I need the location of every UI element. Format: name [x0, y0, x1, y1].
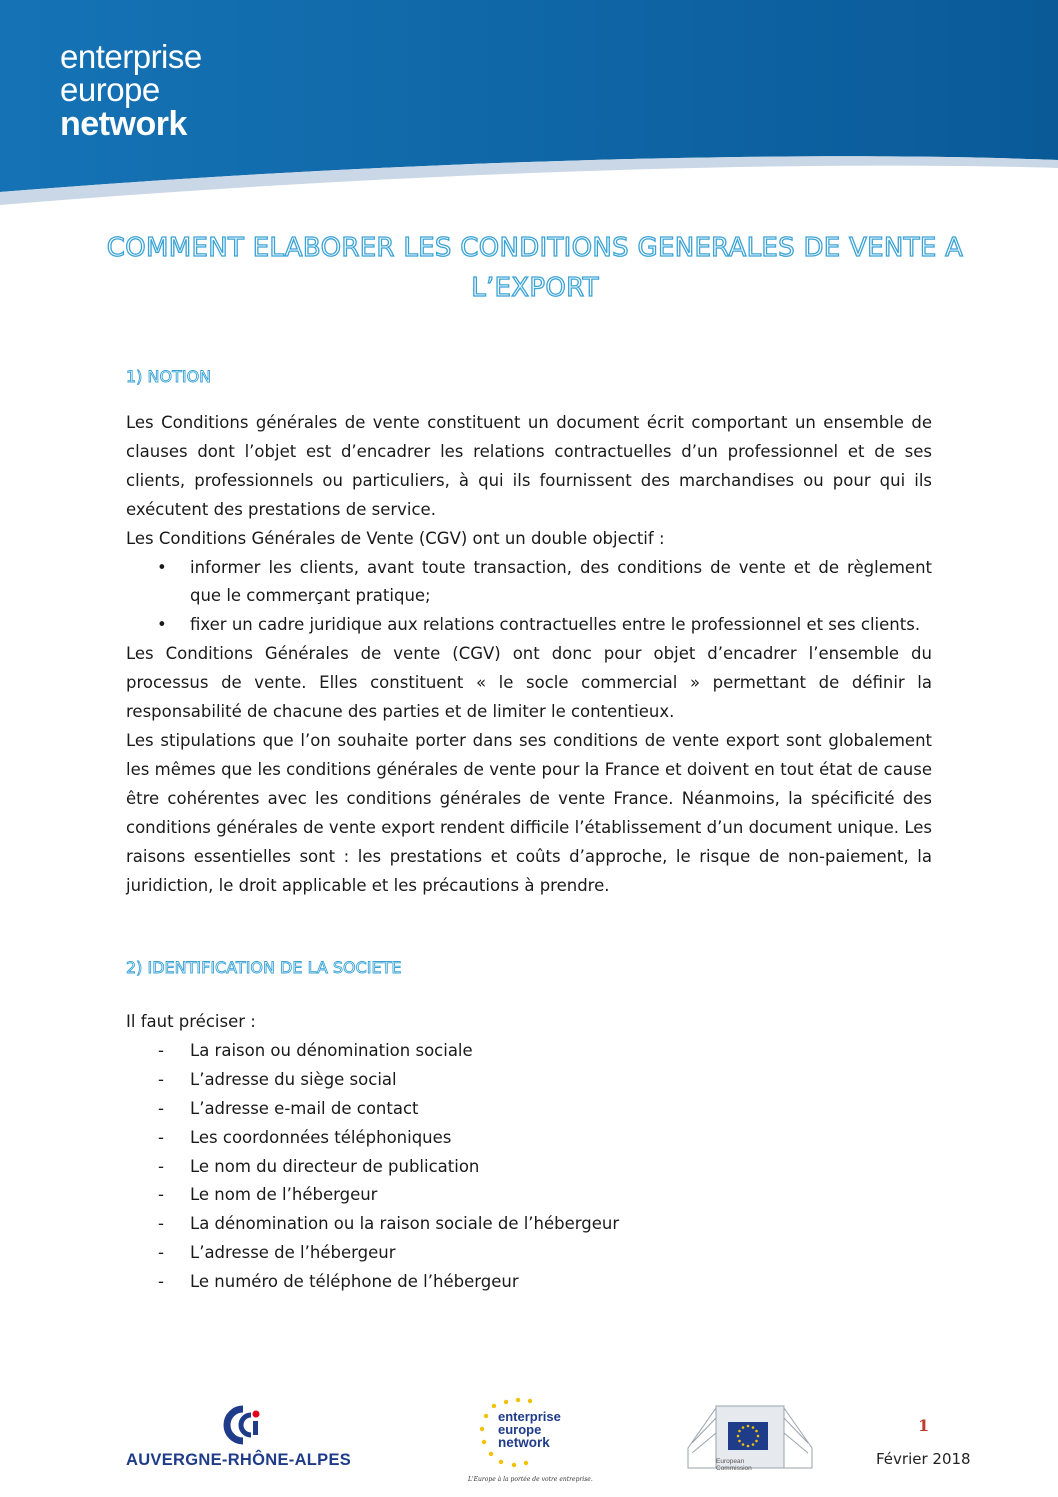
- paragraph: Les stipulations que l’on souhaite porter dans ses conditions de vente export sont globalement les mêmes que les conditions générales de vente pour la France et doivent en tout état de cause être cohérentes avec les conditions générales de vente France. Néanmoins, la spécificité des conditions générales de vente export rendent difficile l’établissement d’un document unique. Les raisons essentielles sont : les prestations et coûts d’approche, le risque de non-paiement, la juridiction, le droit applicable et les précautions à prendre.: [126, 730, 932, 895]
- list-item-text: L’adresse e-mail de contact: [190, 1098, 419, 1118]
- list-item-text: L’adresse de l’hébergeur: [190, 1243, 396, 1263]
- list-item-text: La raison ou dénomination sociale: [190, 1040, 473, 1060]
- ec-label-line-1: European: [716, 1458, 745, 1465]
- section-heading-notion: 1) NOTION: [126, 367, 212, 386]
- list-item-text: Les coordonnées téléphoniques: [190, 1127, 452, 1147]
- list-item: [126, 1153, 932, 1182]
- bullet-list: [126, 554, 932, 641]
- dash-icon: -: [158, 1156, 164, 1176]
- list-item-text: informer les clients, avant toute transaction, des conditions de vente et de règlement que le commerçant pratique;: [190, 557, 932, 606]
- een-footer-logo: [466, 1396, 593, 1488]
- paragraph: Les Conditions Générales de Vente (CGV) ont un double objectif :: [126, 528, 665, 548]
- header-banner: [0, 0, 1058, 205]
- dash-icon: -: [158, 1127, 164, 1147]
- section-identification-body: [126, 1008, 932, 1297]
- een-tagline: L'Europe à la portée de votre entreprise.: [468, 1476, 593, 1483]
- dash-icon: -: [158, 1069, 164, 1089]
- list-item: [126, 1066, 932, 1095]
- list-item: [126, 554, 932, 612]
- logo-line-network: network: [60, 105, 187, 143]
- list-item: [126, 1124, 932, 1153]
- een-word-network: network: [498, 1435, 550, 1450]
- section-notion-body: [126, 409, 932, 900]
- european-commission-label: [716, 1458, 752, 1472]
- list-item: [126, 1037, 932, 1066]
- list-item-text: fixer un cadre juridique aux relations contractuelles entre le professionnel et ses clients.: [190, 615, 921, 635]
- logo-line-europe: europe: [60, 71, 160, 108]
- dash-icon: -: [158, 1243, 164, 1263]
- dash-list: [126, 1037, 932, 1297]
- title-line-2: L’EXPORT: [471, 273, 599, 303]
- page-number: 1: [918, 1416, 930, 1435]
- dash-icon: -: [158, 1098, 164, 1118]
- list-item: [126, 611, 932, 640]
- ec-label-line-2: Commission: [716, 1465, 752, 1472]
- enterprise-europe-network-logo: [60, 40, 202, 142]
- bullet-icon: •: [157, 557, 167, 577]
- title-line-1: COMMENT ELABORER LES CONDITIONS GENERALES DE VENTE A: [106, 233, 964, 263]
- list-item: [126, 1095, 932, 1124]
- bullet-icon: •: [157, 615, 167, 635]
- document-title: [100, 228, 970, 308]
- cci-icon: [221, 1405, 271, 1445]
- list-item: [126, 1210, 932, 1239]
- een-footer-wordmark: [498, 1410, 561, 1450]
- paragraph: Il faut préciser :: [126, 1012, 256, 1031]
- list-item-text: L’adresse du siège social: [190, 1069, 397, 1089]
- een-word-europe: europe: [498, 1422, 542, 1437]
- list-item: [126, 1181, 932, 1210]
- logo-line-enterprise: enterprise: [60, 38, 202, 75]
- dash-icon: -: [158, 1185, 164, 1205]
- list-item: [126, 1268, 932, 1297]
- dash-icon: -: [158, 1214, 164, 1234]
- list-item: [126, 1239, 932, 1268]
- section-heading-identification: 2) IDENTIFICATION DE LA SOCIETE: [126, 958, 402, 977]
- dash-icon: -: [158, 1040, 164, 1060]
- european-commission-logo: [686, 1398, 814, 1484]
- list-item-text: Le numéro de téléphone de l’hébergeur: [190, 1272, 519, 1292]
- cci-label: AUVERGNE-RHÔNE-ALPES: [126, 1451, 352, 1469]
- paragraph: Les Conditions générales de vente constituent un document écrit comportant un ensemble de clauses dont l’objet est d’encadrer les relations contractuelles d’un professionnel et de ses clients, professionnels ou particuliers, à qui ils fournissent des marchandises ou pour qui ils exécutent des prestations de service.: [126, 413, 932, 519]
- dash-icon: -: [158, 1272, 164, 1292]
- document-date: Février 2018: [876, 1450, 971, 1468]
- list-item-text: Le nom du directeur de publication: [190, 1156, 480, 1176]
- list-item-text: Le nom de l’hébergeur: [190, 1185, 378, 1205]
- een-word-enterprise: enterprise: [498, 1409, 561, 1424]
- cci-auvergne-rhone-alpes-logo: [126, 1405, 366, 1475]
- paragraph: Les Conditions Générales de vente (CGV) ont donc pour objet d’encadrer l’ensemble du processus de vente. Elles constituent « le socle commercial » permettant de définir la responsabilité de chacune des parties et de limiter le contentieux.: [126, 644, 932, 722]
- list-item-text: La dénomination ou la raison sociale de l’hébergeur: [190, 1214, 620, 1234]
